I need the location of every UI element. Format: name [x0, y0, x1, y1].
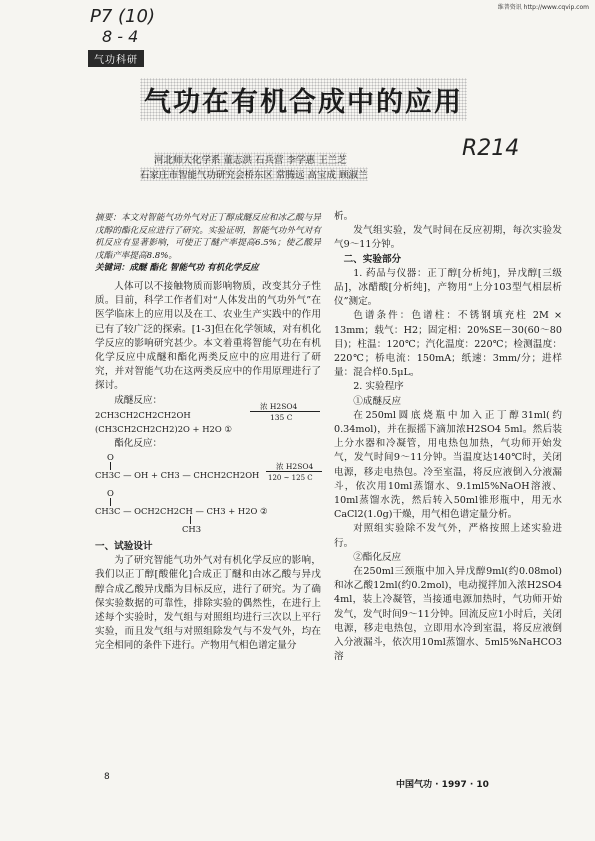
eq1-arrow — [250, 411, 320, 412]
article-title: 气功在有机合成中的应用 — [140, 78, 467, 121]
page-number: 8 — [104, 772, 110, 782]
eq1-condition-bottom: 135 C — [270, 413, 293, 422]
abstract — [95, 212, 321, 275]
section2-heading: 二、实验部分 — [343, 253, 402, 265]
ester-procedure-paragraph: 在250ml三颈瓶中加入异戊醇9ml(约0.08mol)和冰乙酸12ml(约0.2mol)，电动搅拌加入浓H2SO4 4ml，装上冷凝管，当接通电源加热时，气功师开始发气，发气时间9～11分钟。回流反应1小时后，关闭电源，移走电热包，立即用水冷到室温，将反应液倒入分液漏斗，依次用10ml蒸馏水、5ml5%NaHCO3溶 — [334, 566, 562, 663]
eq2-product: CH3C — OCH2CH2CH — CH3 + H2O ② — [95, 506, 268, 516]
procedure-heading: 2. 实验程序 — [353, 381, 404, 393]
continued-text: 析。 — [334, 211, 354, 222]
eq2-reactants: CH3C — OH + CH3 — CHCH2CH2OH — [95, 470, 260, 480]
eq2-double-bond — [110, 462, 111, 470]
eq2-product-carbonyl-o: O — [107, 488, 114, 498]
intro-paragraph: 人体可以不接触物质而影响物质，改变其分子性质。目前，科学工作者们对“人体发出的气功外气”在医学临床上的应用以及在工、农业生产实践中的作用已有了较广泛的探索。[1-3]但在化学领域，对有机化学反应的影响研究甚少。本文着重将智能气功在有机化学反应中成醚和酯化两类反应中的应用进行了研究，并对智能气功在这两类反应中的作用原理进行了探讨。 — [95, 281, 321, 392]
eq1-product: (CH3CH2CH2CH2)2O + H2O ① — [95, 424, 232, 434]
handwritten-subcode: 8 - 4 — [102, 27, 139, 46]
ether-reaction-label: 成醚反应： — [114, 394, 163, 406]
chromatography-conditions: 色谱条件：色谱柱：不锈钢填充柱 2M × 13mm；载气：H2；固定相：20%SE－30(60～80目)；柱温：120℃；汽化温度：220℃；检测温度：220℃；桥电流：150mA；纸速：3mm/分；进样量：混合样0.5μL。 — [334, 310, 562, 379]
right-column — [334, 210, 562, 665]
ester-label-block — [95, 437, 215, 451]
eq2-branch-methyl: CH3 — [182, 524, 202, 534]
column-badge: 气功科研 — [88, 50, 144, 67]
handwritten-signature: R214 — [462, 136, 520, 161]
intro-block — [95, 280, 321, 408]
ester-procedure-heading: ②酯化反应 — [353, 551, 402, 563]
materials-paragraph — [334, 267, 562, 310]
control-group-paragraph: 对照组实验除不发气外，严格按照上述实验进行。 — [334, 523, 562, 549]
materials-heading: 1. 药品与仪器： — [353, 267, 428, 279]
eq2-arrow — [266, 471, 322, 472]
qigong-timing-paragraph: 发气组实验，发气时间在反应初期，每次实验发气9～11分钟。 — [334, 225, 562, 251]
eq2-condition-bottom: 120 ~ 125 C — [268, 474, 313, 482]
handwritten-code: P7 (10) — [90, 6, 155, 27]
eq1-condition-top: 浓 H2SO4 — [260, 402, 298, 411]
abstract-text: 摘要：本文对智能气功外气对正丁醇成醚反应和冰乙酸与异戊醇的酯化反应进行了研究。实验证明，智能气功外气对有机反应有显著影响，可使正丁醚产率提高6.5%；使乙酸异戊酯产率提高8.8%。 — [95, 213, 321, 261]
eq1-reactant: 2CH3CH2CH2CH2OH — [95, 410, 191, 420]
source-watermark: 维普资讯 http://www.cqvip.com — [497, 4, 589, 11]
eq2-branch-bond — [190, 516, 191, 524]
section1-paragraph: 为了研究智能气功外气对有机化学反应的影响，我们以正丁醇[酸催化]合成正丁醚和由冰乙酸与异戊醇合成乙酸异戊酯为目标反应，进行了研究。为了确保实验数据的可靠性，排除实验的偶然性，在进行上述每个实验时，发气组与对照组均进行三次以上平行实验，而且发气组与对照组除发气与不发气外，均在完全相同的条件下进行。产物用气相色谱定量分 — [95, 555, 321, 652]
ether-procedure-paragraph: 在250ml圆底烧瓶中加入正丁醇31ml(约0.34mol)，并在振摇下滴加浓H2SO4 5ml。然后装上分水器和冷凝管，用电热包加热，气功师开始发气，发气时间9～11分钟。当温度达140℃时，关闭电源，移走电热包。冷至室温，将反应液倒入分液漏斗，依次用10ml蒸馏水、9.1ml5%NaOH溶液、10ml蒸馏水洗，然后转入50ml锥形瓶中，用无水CaCl2(1.0g)干燥，用气相色谱定量分析。 — [334, 409, 562, 521]
keywords: 关键词：成醚 酯化 智能气功 有机化学反应 — [95, 263, 259, 273]
materials-text: 正丁醇[分析纯]，异戊醇[三级品]，冰醋酸[分析纯]，产物用“上分103型气相层析仪”测定。 — [334, 267, 562, 308]
authors-line-2: 石家庄市智能气功研究会桥东区 常腾远 高宝成 顾淑兰 — [140, 167, 368, 181]
eq2-product-double-bond — [110, 498, 111, 506]
journal-footer: 中国气功 · 1997 · 10 — [396, 780, 489, 790]
eq2-condition-top: 浓 H2SO4 — [276, 462, 314, 471]
authors-line-1: 河北师大化学系 董志洪 石兵营 李学惠 王兰芝 — [154, 152, 347, 166]
section1-heading: 一、试验设计 — [95, 541, 153, 552]
eq2-carbonyl-o: O — [107, 452, 114, 462]
ester-reaction-label: 酯化反应： — [114, 438, 163, 449]
section1-block — [95, 540, 321, 654]
ether-procedure-heading: ①成醚反应 — [353, 395, 402, 407]
